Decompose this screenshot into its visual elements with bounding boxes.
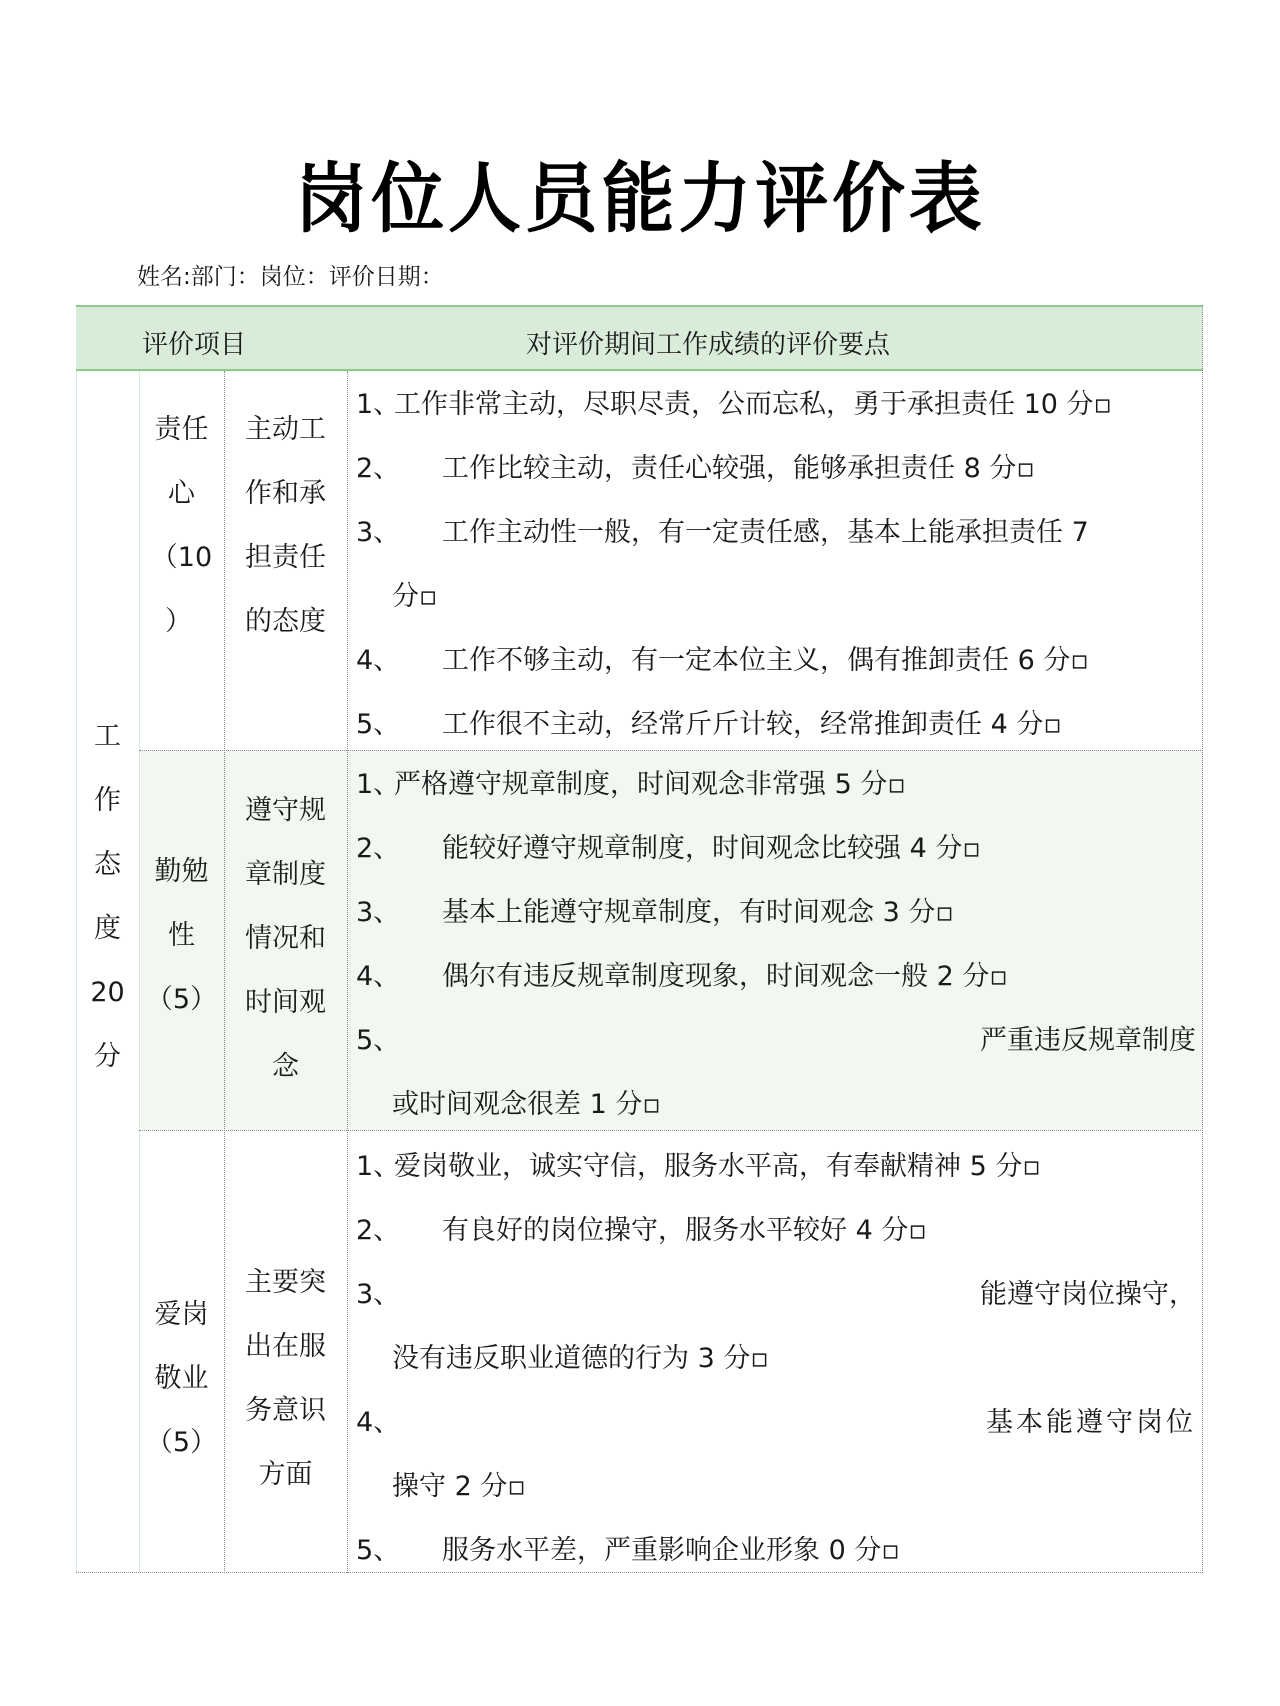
desc-line: 情况和	[245, 923, 326, 954]
item-line: （5）	[145, 1427, 218, 1458]
criterion-num: 1、	[356, 1151, 401, 1182]
desc-line: 遵守规	[245, 795, 326, 826]
criterion-num: 4、	[356, 1407, 401, 1438]
criterion-text: 基本能遵守岗位	[986, 1407, 1196, 1438]
criterion	[356, 693, 1062, 757]
criterion-text: 基本上能遵守规章制度，有时间观念 3 分▫	[442, 897, 954, 928]
desc-line: 章制度	[245, 859, 326, 890]
criterion-continuation	[392, 1327, 769, 1391]
criterion-text: 分▫	[392, 581, 438, 612]
desc-line: 的态度	[245, 606, 326, 637]
desc-line: 主要突	[245, 1267, 326, 1298]
criterion	[356, 501, 1089, 565]
criterion	[356, 1199, 927, 1263]
criterion-text: 工作不够主动，有一定本位主义，偶有推卸责任 6 分▫	[442, 645, 1089, 676]
criterion-num: 3、	[356, 1279, 401, 1310]
item-line: 勤勉	[154, 856, 209, 887]
desc-line: 作和承	[245, 478, 326, 509]
criterion-text: 服务水平差，严重影响企业形象 0 分▫	[442, 1535, 900, 1566]
item-diligence	[139, 840, 224, 1032]
info-line: 姓名:部门：岗位：评价日期：	[137, 264, 444, 290]
criterion-text: 或时间观念很差 1 分▫	[392, 1089, 661, 1120]
criterion-text: 工作比较主动，责任心较强，能够承担责任 8 分▫	[442, 453, 1035, 484]
criterion-num: 5、	[356, 1535, 401, 1566]
criterion-num: 5、	[356, 709, 401, 740]
desc-line: 念	[272, 1051, 299, 1082]
item-line: （10	[150, 542, 213, 573]
criterion	[356, 1391, 1196, 1455]
border-right	[1202, 305, 1203, 1573]
criterion-continuation	[392, 1455, 526, 1519]
criterion-text: 能遵守岗位操守，	[980, 1279, 1196, 1310]
criterion-text: 操守 2 分▫	[392, 1471, 526, 1502]
item-line: 性	[168, 920, 195, 951]
criterion	[356, 817, 981, 881]
category-char: 分	[94, 1041, 121, 1072]
desc-line: 主动工	[245, 414, 326, 445]
criterion-continuation	[392, 565, 437, 629]
table-header	[76, 305, 1203, 371]
item-line: 心	[168, 478, 195, 509]
category-char: 工	[94, 721, 121, 752]
criterion	[356, 1519, 900, 1583]
criterion-text: 偶尔有违反规章制度现象，时间观念一般 2 分▫	[442, 961, 1008, 992]
item-line: （5）	[145, 984, 218, 1015]
criterion-num: 2、	[356, 833, 401, 864]
desc-line: 时间观	[245, 987, 326, 1018]
criterion-continuation	[392, 1073, 661, 1137]
criterion-text: 严重违反规章制度	[980, 1025, 1196, 1056]
criterion-text: 工作非常主动，尽职尽责，公而忘私，勇于承担责任 10 分▫	[394, 389, 1112, 420]
category-char: 态	[94, 849, 121, 880]
item-responsibility	[139, 398, 224, 654]
desc-line: 担责任	[245, 542, 326, 573]
criterion	[356, 1009, 1196, 1073]
criterion	[356, 1263, 1196, 1327]
category-char: 度	[94, 913, 121, 944]
desc-diligence	[224, 779, 347, 1099]
item-line: 爱岗	[154, 1299, 209, 1330]
criterion	[356, 373, 1112, 437]
category-char: 20	[90, 977, 125, 1008]
desc-line: 务意识	[245, 1395, 326, 1426]
desc-responsibility	[224, 398, 347, 654]
criterion	[356, 945, 1008, 1009]
criterion-text: 有良好的岗位操守，服务水平较好 4 分▫	[442, 1215, 927, 1246]
criterion-num: 2、	[356, 453, 401, 484]
criterion-text: 工作很不主动，经常斤斤计较，经常推卸责任 4 分▫	[442, 709, 1062, 740]
item-line: 责任	[154, 414, 209, 445]
desc-line: 出在服	[245, 1331, 326, 1362]
criterion-num: 4、	[356, 645, 401, 676]
item-line: 敬业	[154, 1363, 209, 1394]
criterion-num: 1、	[356, 389, 401, 420]
header-points: 对评价期间工作成绩的评价要点	[526, 330, 891, 360]
category-label	[76, 705, 139, 1089]
item-line: ）	[165, 606, 192, 637]
category-char: 作	[94, 785, 121, 816]
criterion-text: 工作主动性一般，有一定责任感，基本上能承担责任 7	[442, 517, 1089, 548]
criterion	[356, 881, 954, 945]
criterion-text: 爱岗敬业，诚实守信，服务水平高，有奉献精神 5 分▫	[394, 1151, 1041, 1182]
criterion-text: 能较好遵守规章制度，时间观念比较强 4 分▫	[442, 833, 981, 864]
criterion-num: 1、	[356, 769, 401, 800]
criterion	[356, 1135, 1041, 1199]
criterion	[356, 629, 1089, 693]
page-title: 岗位人员能力评价表	[294, 154, 986, 243]
criterion	[356, 437, 1035, 501]
item-dedication	[139, 1283, 224, 1475]
criterion-num: 2、	[356, 1215, 401, 1246]
evaluation-table	[76, 305, 1203, 1573]
criterion-num: 3、	[356, 517, 401, 548]
criterion-text: 没有违反职业道德的行为 3 分▫	[392, 1343, 769, 1374]
criterion-text: 严格遵守规章制度，时间观念非常强 5 分▫	[394, 769, 906, 800]
criterion-num: 5、	[356, 1025, 401, 1056]
criterion-num: 4、	[356, 961, 401, 992]
header-item: 评价项目	[142, 330, 247, 360]
desc-line: 方面	[258, 1459, 313, 1490]
col-divider-3	[347, 371, 348, 1573]
desc-dedication	[224, 1251, 347, 1507]
criterion	[356, 753, 906, 817]
row-divider-2	[139, 1130, 1203, 1131]
criterion-num: 3、	[356, 897, 401, 928]
